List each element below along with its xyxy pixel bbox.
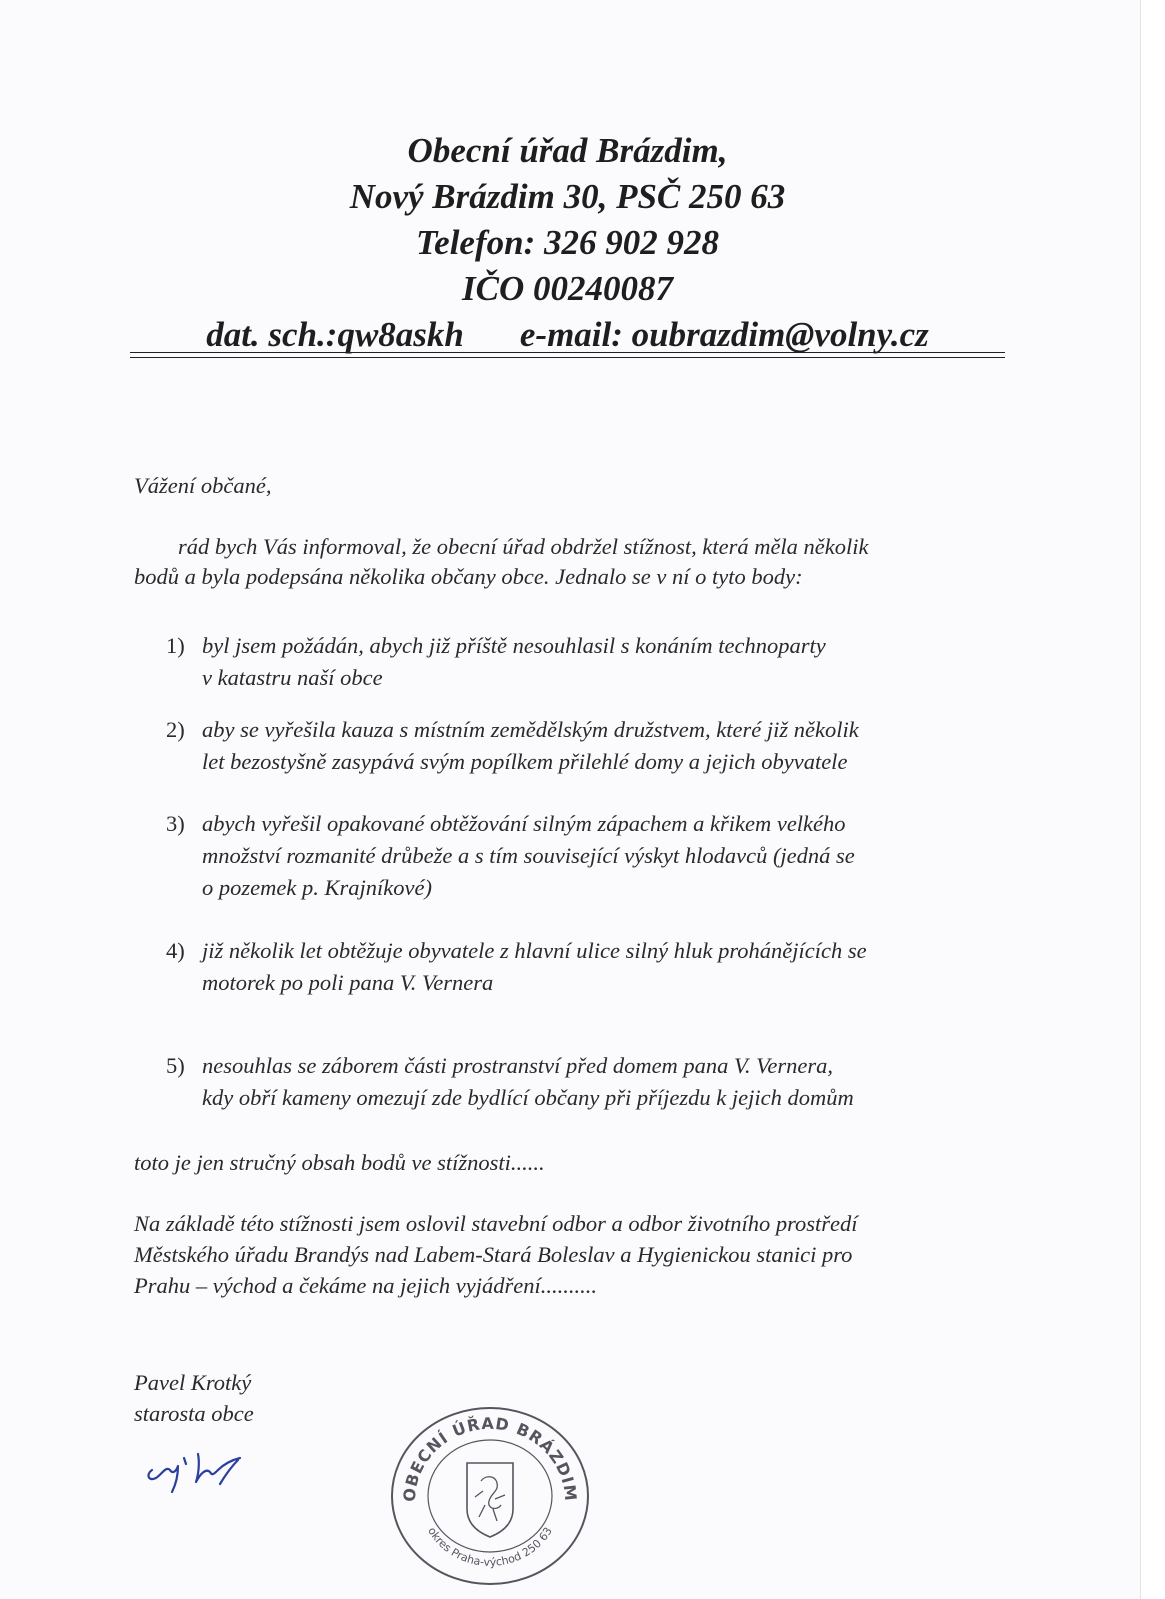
handwritten-signature — [140, 1444, 260, 1494]
list-item-number: 1) — [166, 633, 185, 658]
signatory-name: Pavel Krotký — [134, 1370, 252, 1395]
closing-paragraph — [134, 1208, 1014, 1301]
list-item-line: kdy obří kameny omezují zde bydlící občany při příjezdu k jejich domům — [202, 1085, 854, 1110]
list-item-line: let bezostyšně zasypává svým popílkem přilehlé domy a jejich obyvatele — [202, 749, 848, 774]
office-ico: IČO 00240087 — [462, 269, 673, 308]
list-item-line: o pozemek p. Krajníkové) — [202, 875, 432, 900]
list-item-line: množství rozmanité drůbeže a s tím související výskyt hlodavců (jedná se — [202, 843, 855, 868]
letterhead — [130, 128, 1005, 358]
svg-text:OBECNÍ ÚŘAD BRÁZDIM: OBECNÍ ÚŘAD BRÁZDIM — [399, 1413, 581, 1503]
list-item-line: aby se vyřešila kauza s místním zemědělským družstvem, které již několik — [202, 717, 859, 742]
list-item-line: nesouhlas se záborem části prostranství před domem pana V. Vernera, — [202, 1053, 834, 1078]
summary-line: toto je jen stručný obsah bodů ve stížnosti...... — [134, 1150, 545, 1175]
list-item-line: v katastru naší obce — [202, 665, 383, 690]
paragraph-line: Na základě této stížnosti jsem oslovil stavební odbor a odbor životního prostředí — [134, 1211, 858, 1236]
paragraph-line: Prahu – východ a čekáme na jejich vyjádření.......... — [134, 1273, 597, 1298]
intro-line: rád bych Vás informoval, že obecní úřad obdržel stížnost, která měla několik — [178, 534, 869, 559]
signatory-title: starosta obce — [134, 1401, 254, 1426]
office-phone: Telefon: 326 902 928 — [416, 223, 719, 262]
paragraph-line: Městského úřadu Brandýs nad Labem-Stará Boleslav a Hygienickou stanici pro — [134, 1242, 853, 1267]
office-email: e-mail: oubrazdim@volny.cz — [519, 315, 929, 354]
intro-paragraph — [134, 532, 1014, 592]
list-item-line: motorek po poli pana V. Vernera — [202, 970, 494, 995]
official-stamp — [385, 1401, 595, 1586]
list-item-line: již několik let obtěžuje obyvatele z hlavní ulice silný hluk prohánějících se — [202, 938, 867, 963]
list-item-line: abych vyřešil opakované obtěžování silným zápachem a křikem velkého — [202, 811, 846, 836]
list-item-number: 3) — [166, 811, 185, 836]
office-name: Obecní úřad Brázdim, — [407, 131, 728, 170]
list-item-number: 2) — [166, 717, 185, 742]
svg-text:okres Praha-východ 250 63: okres Praha-východ 250 63 — [425, 1524, 555, 1569]
list-item-number: 4) — [166, 938, 185, 963]
list-item-line: byl jsem požádán, abych již příště nesouhlasil s konáním technoparty — [202, 633, 826, 658]
list-item-number: 5) — [166, 1053, 185, 1078]
intro-line: bodů a byla podepsána několika občany obce. Jednalo se v ní o tyto body: — [134, 564, 803, 589]
letterhead-rule — [130, 352, 1005, 358]
office-address: Nový Brázdim 30, PSČ 250 63 — [349, 177, 786, 216]
greeting: Vážení občané, — [134, 473, 272, 498]
data-box-id: dat. sch.:qw8askh — [206, 315, 464, 354]
